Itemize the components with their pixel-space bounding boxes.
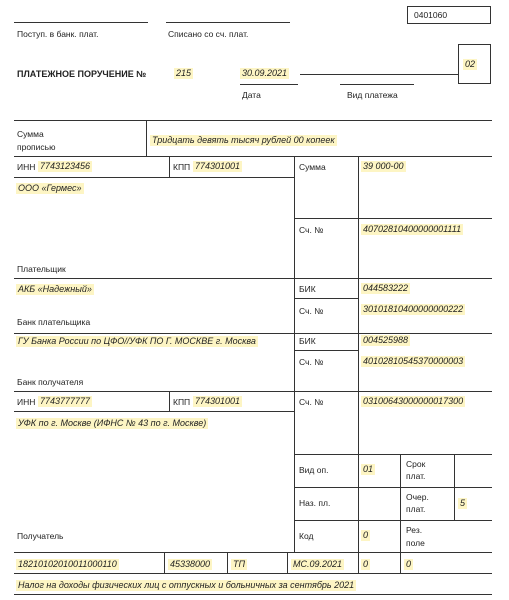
sum-value: 39 000-00 [363,161,404,171]
document-title: ПЛАТЕЖНОЕ ПОРУЧЕНИЕ № [17,69,147,79]
status-code: 02 [465,59,476,69]
payer-name: ООО «Гермес» [18,183,82,193]
document-date: 30.09.2021 [242,68,288,78]
payment-type-label: Вид платежа [347,90,398,100]
purpose-label: Наз. пл. [299,498,331,508]
order-value: 5 [460,498,466,508]
payee-kpp: 774301001 [195,396,241,406]
payer-role-label: Плательщик [17,264,66,274]
op-type: 01 [363,464,374,474]
payer-inn: 7743123456 [40,161,91,171]
payer-account: 40702810400000001111 [363,224,462,234]
kbk: 18210102010011000110 [18,559,117,569]
payee-bank-label: Банк получателя [17,377,84,387]
payee-inn-label: ИНН [17,397,36,407]
payer-account-label: Сч. № [299,225,324,235]
payee-bank-name: ГУ Банка России по ЦФО//УФК ПО Г. МОСКВЕ г. Москва [18,336,256,346]
payer-corr-account: 30101810400000000222 [363,304,464,314]
payee-bik: 004525988 [363,335,409,345]
tax-basis: ТП [233,559,246,569]
document-number: 215 [176,68,192,78]
payee-account-label: Сч. № [299,397,324,407]
res-label-2: поле [406,538,425,548]
sum-label: Сумма [299,162,326,172]
payer-kpp: 774301001 [195,161,241,171]
order-label-1: Очер. [406,492,429,502]
form-code: 0401060 [414,10,448,20]
term-label-2: плат. [406,471,426,481]
order-label-2: плат. [406,504,426,514]
payee-account: 03100643000000017300 [363,396,464,406]
payee-role-label: Получатель [17,531,64,541]
payer-bik-label: БИК [299,284,316,294]
op-type-label: Вид оп. [299,465,329,475]
payee-name: УФК по г. Москве (ИФНС № 43 по г. Москве) [18,418,207,428]
payee-bik-label: БИК [299,336,316,346]
doc-number: 0 [363,559,369,569]
term-label-1: Срок [406,459,426,469]
payer-kpp-label: КПП [173,162,191,172]
code-label: Код [299,531,314,541]
date-label: Дата [242,90,261,100]
payer-bank-name: АКБ «Надежный» [18,284,92,294]
amount-words-value: Тридцать девять тысяч рублей 00 копеек [152,135,335,145]
payee-inn: 7743777777 [40,396,91,406]
received-label: Поступ. в банк. плат. [17,29,99,39]
payee-corr-label: Сч. № [299,357,324,367]
payee-corr-account: 40102810545370000003 [363,356,464,366]
doc-date: 0 [406,559,412,569]
payer-inn-label: ИНН [17,162,36,172]
tax-period: МС.09.2021 [293,559,343,569]
payer-bik: 044583222 [363,283,409,293]
debited-label: Списано со сч. плат. [168,29,249,39]
payer-corr-label: Сч. № [299,306,324,316]
payment-purpose: Налог на доходы физических лиц с отпускных и больничных за сентябрь 2021 [18,580,355,590]
oktmo: 45338000 [170,559,211,569]
payee-kpp-label: КПП [173,397,191,407]
res-label-1: Рез. [406,525,423,535]
amount-words-label-2: прописью [17,142,56,152]
code-value: 0 [363,530,369,540]
amount-words-label-1: Сумма [17,129,44,139]
payer-bank-label: Банк плательщика [17,317,91,327]
